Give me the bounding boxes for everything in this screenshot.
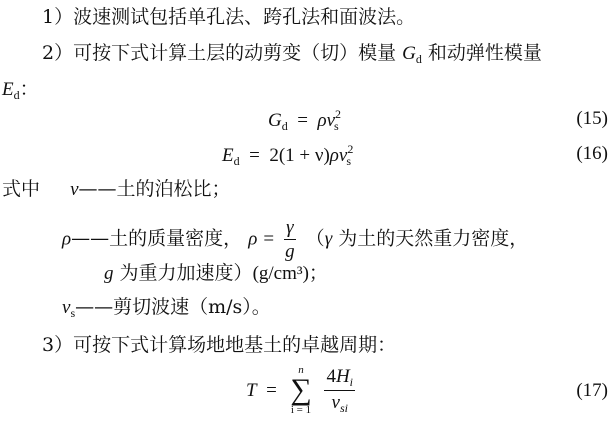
item-2 [42, 44, 542, 65]
eq17-fraction [324, 367, 355, 414]
eq15-G: G [268, 110, 282, 131]
eq16-paren: (1 + ν) [278, 145, 330, 166]
def-vs [62, 298, 271, 319]
def-nu-desc: ——土的泊松比； [78, 178, 231, 200]
var-E: E [2, 79, 14, 100]
eq15-sup-2: 2 [335, 107, 342, 121]
equation-15 [268, 107, 342, 133]
Ed-line [2, 80, 39, 101]
eq16-rho: ρ [329, 145, 339, 166]
eq16-equals: = [244, 145, 265, 166]
var-G: G [402, 43, 416, 64]
def-vs-desc: ——剪切波速（m/s）。 [75, 296, 271, 318]
def-gamma-symbol: γ [324, 228, 333, 250]
def-g-unit: (g/cm³)； [252, 263, 328, 284]
frac-gamma: γ [286, 217, 294, 238]
eq17-H: H [335, 365, 350, 387]
item-1: 1）波速测试包括单孔法、跨孔法和面波法。 [42, 6, 416, 28]
def-vs-sub-s: s [70, 306, 76, 320]
eq15-number: (15) [576, 108, 608, 129]
item-2-text: 2）可按下式计算土层的动剪变（切）模量 [42, 42, 397, 64]
def-rho-equals: = [263, 228, 275, 250]
eq16-coef: 2 [269, 145, 279, 166]
eq15-rho: ρ [317, 110, 327, 131]
sum-lower: i = 1 [290, 403, 312, 416]
eq16-v: v [338, 145, 348, 166]
eq16-sup-2: 2 [347, 142, 354, 156]
eq16-sub-d: d [233, 154, 240, 168]
eq17-sub-i: i [349, 374, 354, 389]
def-rho-paren-text: 为土的天然重力密度， [338, 227, 529, 250]
eq17-number: (17) [576, 380, 608, 401]
eq17-T: T [246, 379, 257, 401]
eq15-sub-s: s [334, 119, 339, 133]
sub-d: d [13, 88, 20, 102]
eq16-sub-s: s [346, 154, 352, 168]
equation-17 [246, 365, 359, 416]
def-nu [2, 180, 231, 199]
eq17-v: v [331, 391, 340, 413]
def-g-desc: 为重力加速度） [119, 262, 253, 284]
def-rho-paren-open: （ [305, 227, 325, 250]
def-rho-eq-rho: ρ [248, 228, 258, 250]
def-rho-desc: ——土的质量密度， [71, 227, 243, 250]
sum-sigma: ∑ [290, 373, 312, 406]
eq17-num [324, 367, 355, 391]
sub-d: d [415, 52, 422, 66]
def-nu-symbol: ν [70, 179, 79, 200]
item-3: 3）可按下式计算场地地基土的卓越周期： [42, 334, 397, 356]
eq17-equals: = [261, 379, 282, 401]
eq16-number: (16) [576, 143, 608, 164]
def-rho-symbol: ρ [62, 228, 72, 250]
def-rho-fraction [284, 218, 296, 261]
def-rho [62, 218, 528, 261]
eq17-four: 4 [326, 365, 336, 387]
eq15-equals: = [292, 110, 313, 131]
eq16-E: E [222, 145, 234, 166]
def-prefix: 式中 [2, 178, 41, 200]
colon: ： [19, 78, 39, 100]
def-g-symbol: g [104, 263, 114, 284]
sum-upper: n [298, 364, 304, 376]
eq17-sum [290, 365, 311, 416]
frac-g: g [285, 241, 295, 262]
def-g [104, 264, 328, 283]
item-2-and: 和动弹性模量 [427, 42, 542, 64]
equation-16 [222, 142, 354, 168]
eq15-v: v [326, 110, 336, 131]
eq15-sub-d: d [281, 119, 288, 133]
def-vs-v: v [62, 297, 71, 318]
eq17-den [324, 391, 355, 414]
eq17-sub-si: si [339, 400, 348, 415]
